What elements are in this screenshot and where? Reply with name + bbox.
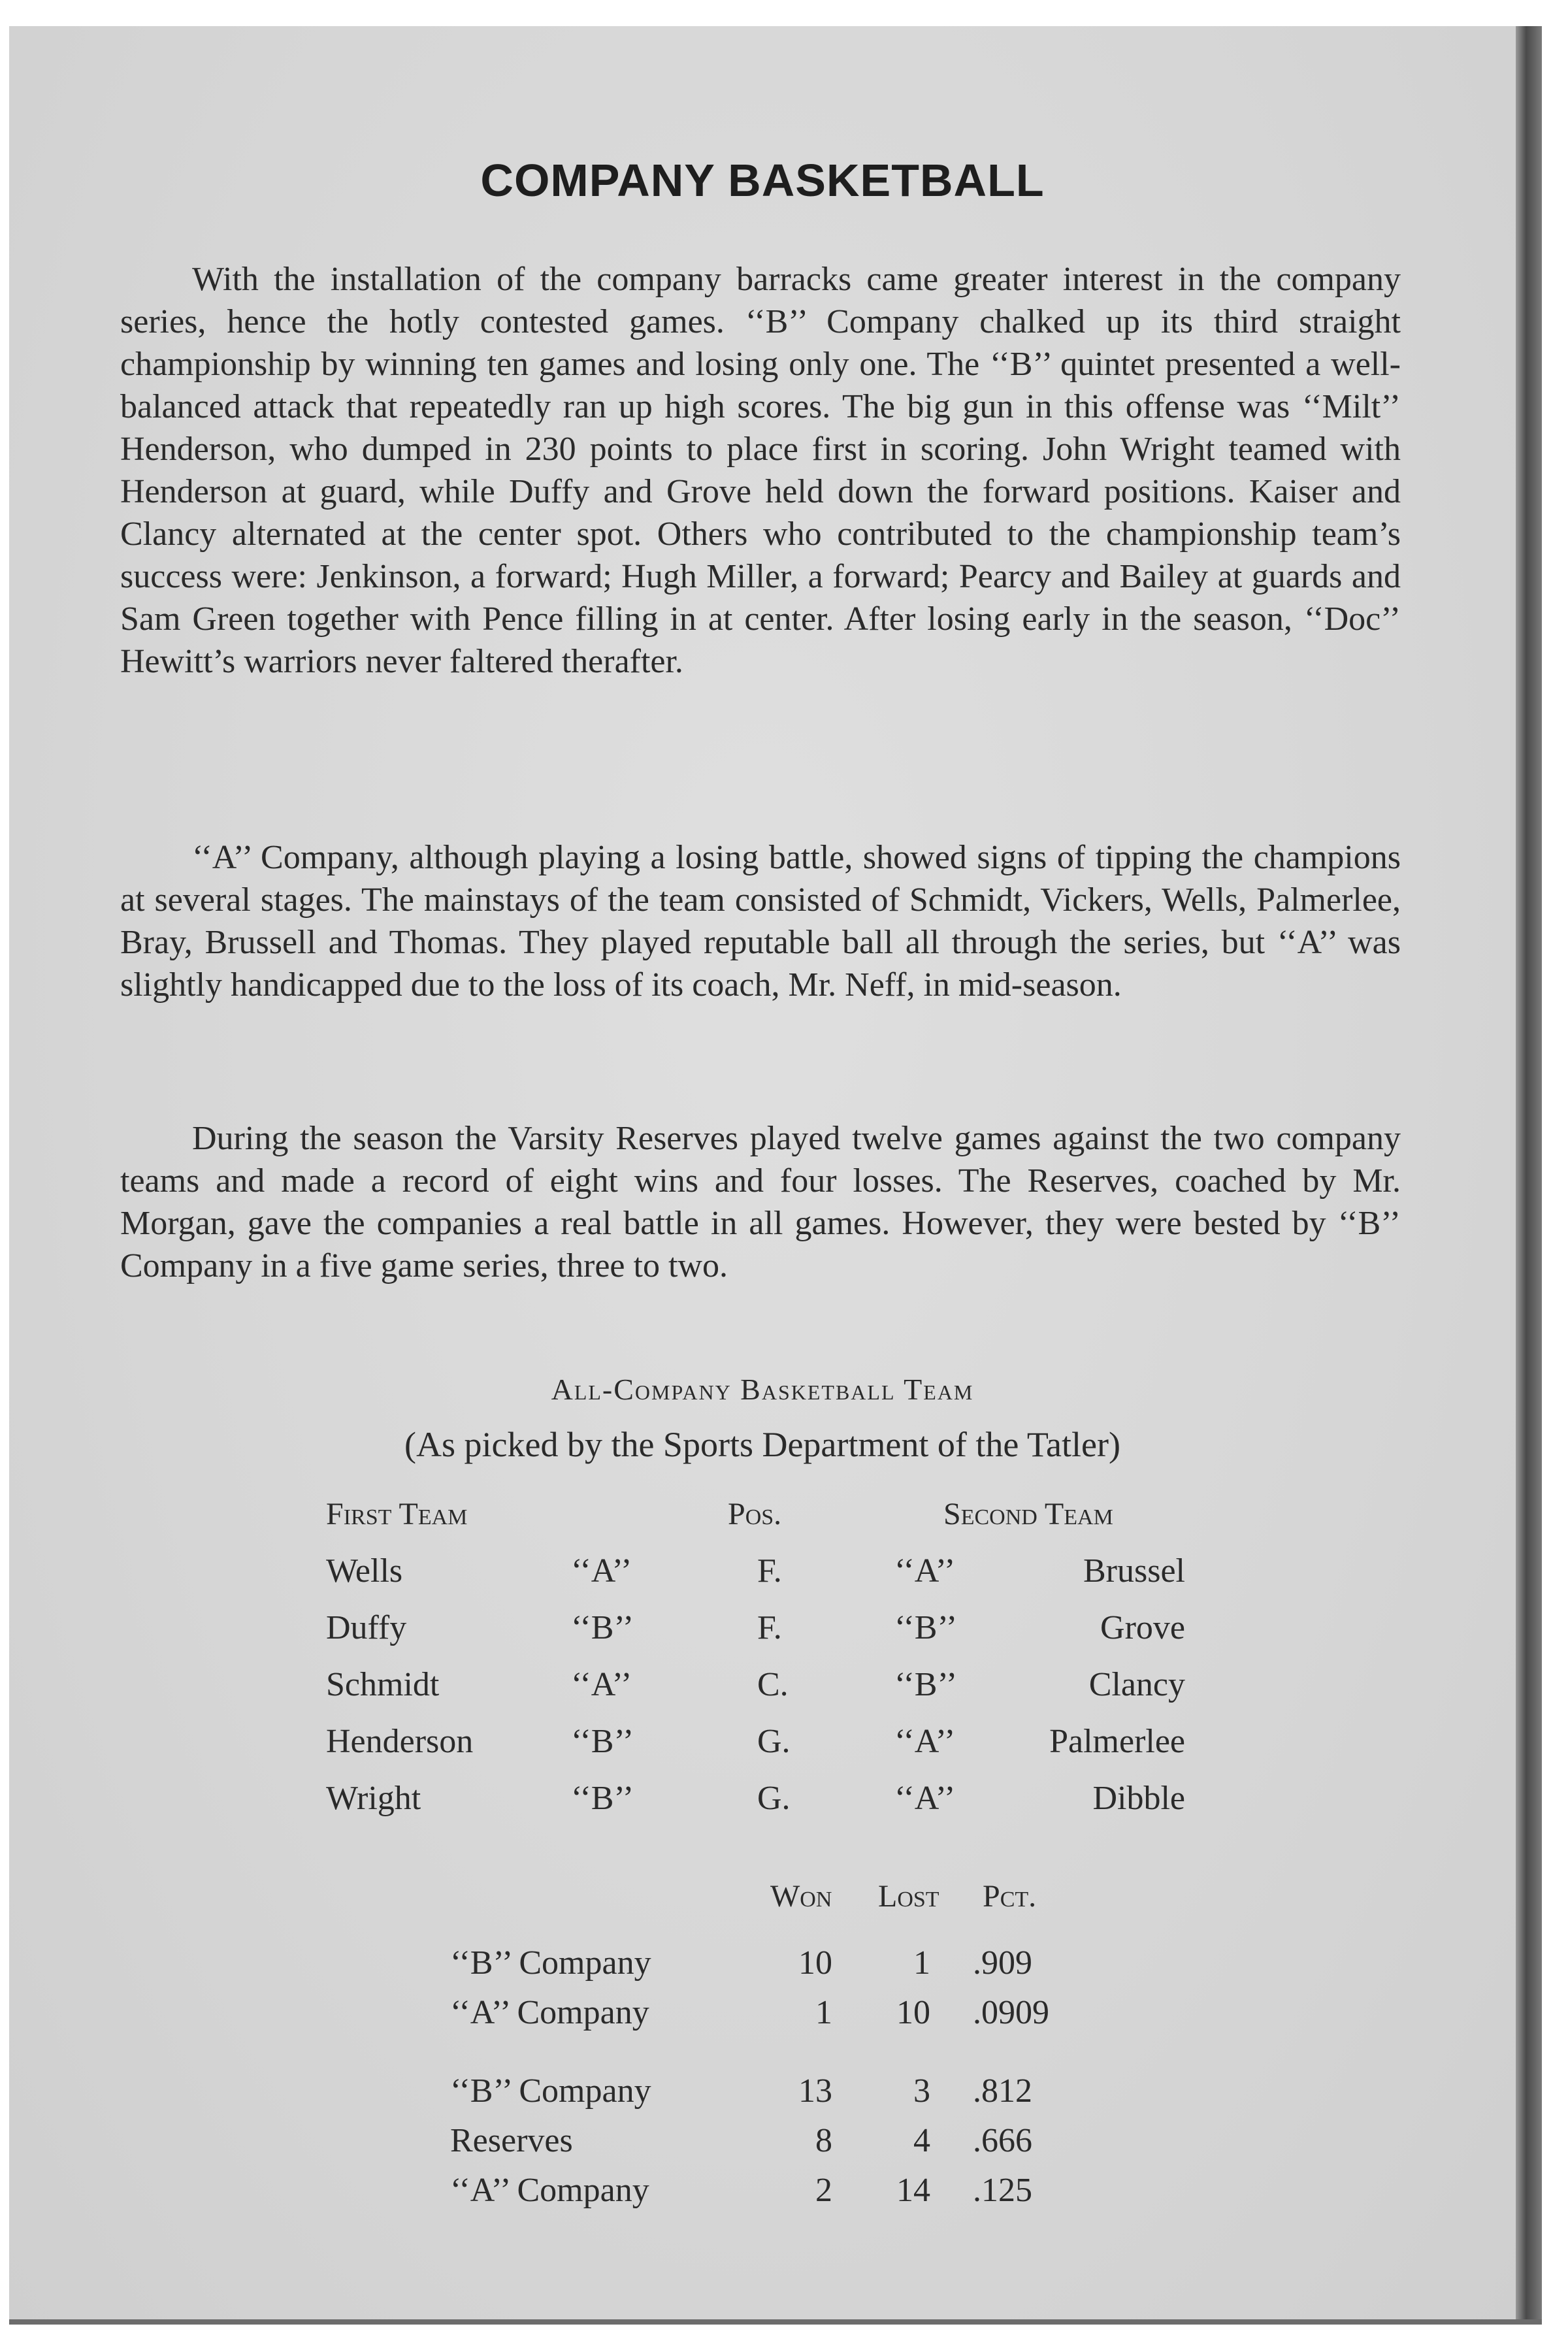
first-team-company: ‘‘B’’ bbox=[571, 1723, 634, 1760]
col-second-team: Second Team bbox=[943, 1497, 1113, 1531]
standings-team: ‘‘A’’ Company bbox=[450, 1994, 649, 2031]
second-team-company: ‘‘A’’ bbox=[894, 1552, 956, 1590]
standings-pct: .812 bbox=[973, 2072, 1032, 2110]
col-won: Won bbox=[770, 1879, 832, 1914]
col-position: Pos. bbox=[728, 1497, 782, 1531]
second-team-company: ‘‘A’’ bbox=[894, 1780, 956, 1817]
first-team-player: Duffy bbox=[326, 1609, 407, 1646]
second-team-player: Palmerlee bbox=[1049, 1723, 1185, 1760]
col-lost: Lost bbox=[878, 1879, 939, 1914]
standings-won: 8 bbox=[815, 2122, 832, 2159]
standings-team: ‘‘B’’ Company bbox=[450, 2072, 651, 2110]
book-binding-edge bbox=[1516, 26, 1542, 2319]
standings-team: ‘‘A’’ Company bbox=[450, 2172, 649, 2209]
first-team-player: Schmidt bbox=[326, 1666, 440, 1703]
standings-lost: 4 bbox=[913, 2122, 930, 2159]
page-title: COMPANY BASKETBALL bbox=[480, 155, 1045, 206]
standings-lost: 14 bbox=[896, 2172, 930, 2209]
first-team-player: Wright bbox=[326, 1780, 421, 1817]
second-team-company: ‘‘B’’ bbox=[894, 1666, 958, 1703]
standings-won: 10 bbox=[798, 1944, 832, 1982]
standings-won: 1 bbox=[815, 1994, 832, 2031]
first-team-company: ‘‘A’’ bbox=[571, 1666, 632, 1703]
standings-lost: 10 bbox=[896, 1994, 930, 2031]
first-team-company: ‘‘B’’ bbox=[571, 1780, 634, 1817]
second-team-player: Brussel bbox=[1083, 1552, 1185, 1590]
second-team-player: Grove bbox=[1100, 1609, 1185, 1646]
position: F. bbox=[757, 1609, 782, 1646]
first-team-company: ‘‘A’’ bbox=[571, 1552, 632, 1590]
col-pct: Pct. bbox=[983, 1879, 1037, 1914]
paragraph-reserves: During the season the Varsity Reserves played twelve games against the two company teams and made a record of eight wins and four losses. The Reserves, coached by Mr. Morgan, gave the companies a real battle in all games. However, they were bested by ‘‘B’’ Company in a five game series, three to two. bbox=[120, 1120, 1401, 1284]
paragraph-b-company: With the installation of the company barracks came greater interest in the company series, hence the hotly contested games. ‘‘B’’ Company chalked up its third straight championship by winning ten games and losing only one. The ‘‘B’’ quintet presented a well-balanced attack that repeatedly ran up high scores. The big gun in this offense was ‘‘Milt’’ Henderson, who dumped in 230 points to place first in scoring. John Wright teamed with Henderson at guard, while Duffy and Grove held down the forward positions. Kaiser and Clancy alternated at the center spot. Others who contributed to the championship team’s success were: Jenkinson, a forward; Hugh Miller, a forward; Pearcy and Bailey at guards and Sam Green together with Pence filling in at center. After losing early in the season, ‘‘Doc’’ Hewitt’s warriors never faltered therafter. bbox=[120, 261, 1401, 680]
position: G. bbox=[757, 1780, 791, 1817]
standings-pct: .125 bbox=[973, 2172, 1032, 2209]
standings-won: 2 bbox=[815, 2172, 832, 2209]
col-first-team: First Team bbox=[326, 1497, 468, 1531]
page-bottom-edge bbox=[9, 2319, 1542, 2325]
second-team-company: ‘‘B’’ bbox=[894, 1609, 958, 1646]
second-team-player: Dibble bbox=[1092, 1780, 1185, 1817]
all-company-subheading: (As picked by the Sports Department of the Tatler) bbox=[404, 1425, 1120, 1464]
standings-won: 13 bbox=[798, 2072, 832, 2110]
standings-lost: 1 bbox=[913, 1944, 930, 1982]
first-team-company: ‘‘B’’ bbox=[571, 1609, 634, 1646]
standings-team: ‘‘B’’ Company bbox=[450, 1944, 651, 1982]
scanned-page bbox=[9, 26, 1516, 2319]
position: C. bbox=[757, 1666, 789, 1703]
standings-pct: .909 bbox=[973, 1944, 1032, 1982]
all-company-heading: All-Company Basketball Team bbox=[551, 1373, 974, 1406]
position: F. bbox=[757, 1552, 782, 1590]
position: G. bbox=[757, 1723, 791, 1760]
first-team-player: Wells bbox=[326, 1552, 403, 1590]
standings-pct: .666 bbox=[973, 2122, 1032, 2159]
second-team-player: Clancy bbox=[1088, 1666, 1185, 1703]
second-team-company: ‘‘A’’ bbox=[894, 1723, 956, 1760]
paragraph-a-company: ‘‘A’’ Company, although playing a losing battle, showed signs of tipping the champions at several stages. The mainstays of the team consisted of Schmidt, Vickers, Wells, Palmerlee, Bray, Brussell and Thomas. They played reputable ball all through the series, but ‘‘A’’ was slightly handicapped due to the loss of its coach, Mr. Neff, in mid-season. bbox=[120, 839, 1401, 1004]
first-team-player: Henderson bbox=[326, 1723, 474, 1760]
standings-team: Reserves bbox=[450, 2122, 573, 2159]
standings-lost: 3 bbox=[913, 2072, 930, 2110]
standings-pct: .0909 bbox=[973, 1994, 1049, 2031]
